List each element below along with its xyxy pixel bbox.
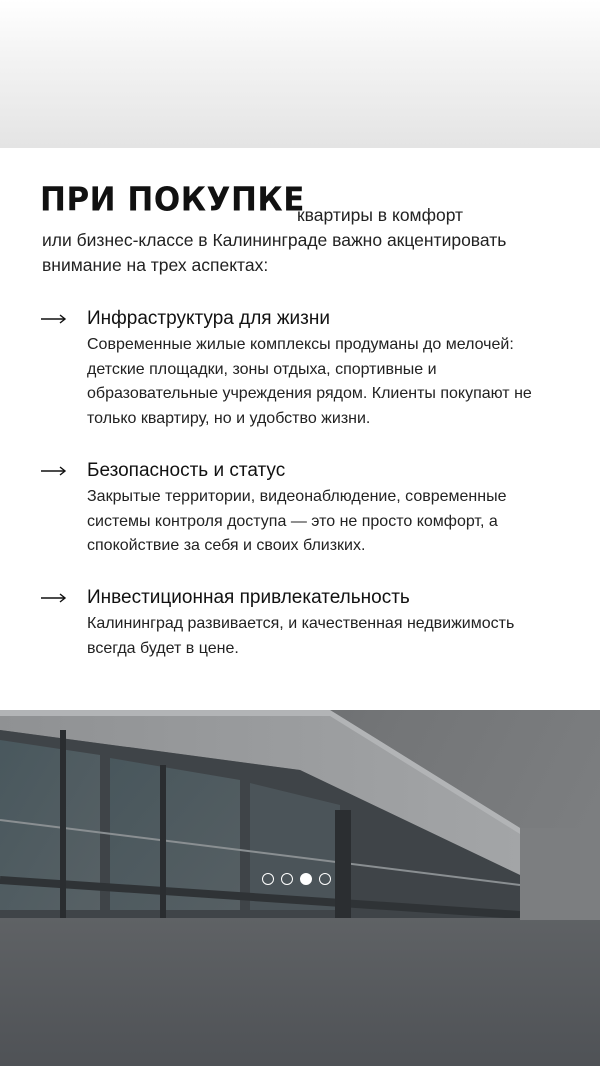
intro-text: или бизнес-классе в Калининграде важно акцентировать внимание на трех аспектах: [42,230,507,275]
item-description: Калининград развивается, и качественная недвижимость всегда будет в цене. [87,615,515,657]
intro-text-first-line: квартиры в комфорт [297,205,464,225]
arrow-right-icon [40,309,68,327]
top-background [0,0,600,148]
carousel-dot-4[interactable] [319,873,331,885]
headline: ПРИ ПОКУПКЕ [40,181,305,219]
arrow-right-icon [40,588,68,606]
item-title: Инфраструктура для жизни [87,308,330,329]
carousel-dot-2[interactable] [281,873,293,885]
item-description: Закрытые территории, видеонаблюдение, современные системы контроля доступа — это не просто комфорт, а спокойствие за себя и своих близких. [87,488,507,554]
item-title: Безопасность и статус [87,460,286,481]
carousel-dot-1[interactable] [262,873,274,885]
item-title: Инвестиционная привлекательность [87,587,410,608]
carousel-dot-3-active[interactable] [300,873,312,885]
arrow-right-icon [40,461,68,479]
carousel-pagination [262,873,342,889]
item-description: Современные жилые комплексы продуманы до мелочей: детские площадки, зоны отдыха, спортивные и образовательные учреждения рядом. Клиенты покупают не только квартиру, но и удобство жизни. [87,336,532,427]
